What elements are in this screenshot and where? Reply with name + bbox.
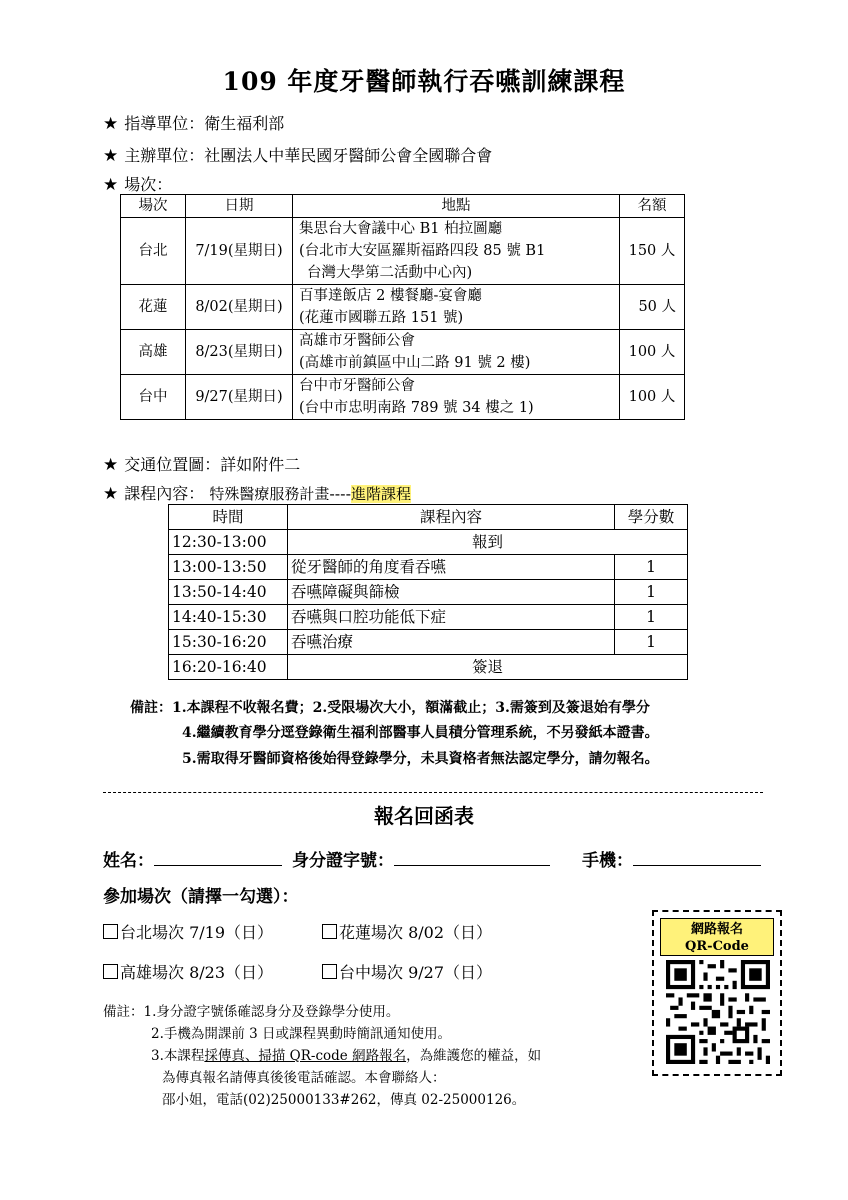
course-credits: 1	[615, 605, 688, 630]
course-time: 15:30-16:20	[169, 630, 288, 655]
venue-location-line: 集思台大會議中心 B1 柏拉圖廳	[299, 221, 503, 237]
table-row	[169, 630, 688, 655]
table-row	[169, 555, 688, 580]
course-time: 12:30-13:00	[169, 530, 288, 555]
qr-label	[660, 918, 774, 956]
checkbox[interactable]	[322, 964, 337, 979]
venue-location-line: 百事達飯店 2 樓餐廳-宴會廳	[299, 288, 482, 304]
name-field	[103, 846, 282, 871]
guide-unit	[103, 111, 284, 134]
course-header-credits: 學分數	[615, 505, 688, 530]
venue-location-line: (高雄市前鎮區中山二路 91 號 2 樓)	[299, 355, 531, 371]
host-unit	[103, 143, 492, 166]
option-label: 高雄場次 8/23（日）	[120, 963, 274, 982]
course-content-label: 課程內容：	[124, 484, 205, 503]
notes-line-2: 4.繼續教育學分逕登錄衛生福利部醫事人員積分管理系統，不另發紙本證書。	[182, 725, 659, 741]
star-icon: ★	[103, 455, 119, 475]
cut-line-divider	[103, 792, 763, 793]
star-icon: ★	[103, 484, 119, 504]
course-time: 14:40-15:30	[169, 605, 288, 630]
venue-city: 台北	[121, 218, 186, 285]
course-credits: 1	[615, 580, 688, 605]
host-unit-text: 主辦單位：社團法人中華民國牙醫師公會全國聯合會	[124, 146, 493, 165]
checkbox[interactable]	[103, 924, 118, 939]
footer-note-3c: ，為維護您的權益，如	[406, 1048, 542, 1064]
table-row	[121, 330, 685, 375]
table-row	[169, 605, 688, 630]
venue-location-line: (花蓮市國聯五路 151 號)	[299, 310, 464, 326]
option-kaohsiung[interactable]	[103, 960, 273, 983]
course-content-highlight: 進階課程	[351, 485, 412, 503]
course-content: 簽退	[288, 655, 688, 680]
checkbox[interactable]	[103, 964, 118, 979]
checkbox[interactable]	[322, 924, 337, 939]
course-header-row	[169, 505, 688, 530]
notes-line-3: 5.需取得牙醫師資格後始得登錄學分，未具資格者無法認定學分，請勿報名。	[182, 751, 659, 767]
venue-location	[293, 375, 620, 420]
choose-session-label: 參加場次（請擇一勾選）：	[103, 887, 299, 907]
venue-city: 高雄	[121, 330, 186, 375]
course-content: 報到	[288, 530, 688, 555]
guide-unit-text: 指導單位：衛生福利部	[124, 114, 285, 133]
form-title: 報名回函表	[374, 804, 474, 828]
phone-label: 手機：	[582, 851, 633, 871]
qr-code-box[interactable]	[652, 910, 782, 1076]
venue-date: 7/19(星期日)	[186, 218, 293, 285]
star-icon: ★	[103, 114, 119, 134]
option-taipei[interactable]	[103, 920, 273, 943]
qr-label-line: QR-Code	[685, 939, 749, 954]
footer-note-3	[151, 1044, 541, 1064]
venue-date: 9/27(星期日)	[186, 375, 293, 420]
table-row	[121, 375, 685, 420]
venue-date: 8/23(星期日)	[186, 330, 293, 375]
course-table	[168, 504, 688, 680]
page-title: 109 年度牙醫師執行吞嚥訓練課程	[222, 67, 626, 96]
venue-city: 台中	[121, 375, 186, 420]
course-content: 從牙醫師的角度看吞嚥	[288, 555, 615, 580]
venue-header-date: 日期	[186, 195, 293, 218]
star-icon: ★	[103, 146, 119, 166]
course-credits: 1	[615, 630, 688, 655]
id-input-line[interactable]	[394, 849, 550, 866]
venue-location-line: 台灣大學第二活動中心內)	[307, 265, 473, 281]
venue-location	[293, 330, 620, 375]
star-icon: ★	[103, 175, 119, 195]
table-row	[169, 580, 688, 605]
phone-field	[582, 846, 761, 871]
option-hualien[interactable]	[322, 920, 492, 943]
sessions-heading	[103, 172, 172, 195]
course-time: 16:20-16:40	[169, 655, 288, 680]
footer-note-2: 2.手機為開課前 3 日或課程異動時簡訊通知使用。	[151, 1026, 452, 1042]
table-row	[121, 285, 685, 330]
venue-location-line: (台北市大安區羅斯福路四段 85 號 B1	[299, 243, 546, 259]
option-label: 花蓮場次 8/02（日）	[339, 923, 493, 942]
traffic-info	[103, 452, 300, 475]
footer-note-1: 備註：1.身分證字號係確認身分及登錄學分使用。	[103, 1004, 400, 1020]
course-time: 13:50-14:40	[169, 580, 288, 605]
venue-table	[120, 194, 685, 420]
venue-quota: 100 人	[620, 330, 685, 375]
sessions-label: 場次：	[124, 175, 173, 194]
table-row	[169, 530, 688, 555]
option-label: 台中場次 9/27（日）	[339, 963, 493, 982]
course-content: 吞嚥障礙與篩檢	[288, 580, 615, 605]
course-content: 吞嚥與口腔功能低下症	[288, 605, 615, 630]
venue-header-row	[121, 195, 685, 218]
course-credits: 1	[615, 555, 688, 580]
course-header-time: 時間	[169, 505, 288, 530]
venue-header-quota: 名額	[620, 195, 685, 218]
venue-city: 花蓮	[121, 285, 186, 330]
course-header-content: 課程內容	[288, 505, 615, 530]
qr-label-line: 網路報名	[690, 922, 743, 937]
venue-date: 8/02(星期日)	[186, 285, 293, 330]
id-field	[292, 846, 550, 871]
venue-quota: 50 人	[620, 285, 685, 330]
traffic-text: 交通位置圖：詳如附件二	[124, 455, 301, 474]
venue-location	[293, 285, 620, 330]
venue-location-line: 台中市牙醫師公會	[299, 378, 415, 394]
qr-code-icon[interactable]	[666, 960, 770, 1064]
footer-note-5: 邵小姐，電話(02)25000133#262，傳真 02-25000126。	[162, 1092, 526, 1108]
name-label: 姓名：	[103, 851, 154, 871]
footer-note-3a: 3.本課程	[151, 1048, 205, 1064]
table-row	[169, 655, 688, 680]
phone-input-line[interactable]	[633, 849, 761, 866]
venue-header-location: 地點	[293, 195, 620, 218]
name-input-line[interactable]	[154, 849, 282, 866]
venue-quota: 100 人	[620, 375, 685, 420]
venue-location-line: (台中市忠明南路 789 號 34 樓之 1)	[299, 400, 534, 416]
option-label: 台北場次 7/19（日）	[120, 923, 274, 942]
id-label: 身分證字號：	[292, 851, 394, 871]
option-taichung[interactable]	[322, 960, 492, 983]
venue-location-line: 高雄市牙醫師公會	[299, 333, 415, 349]
venue-location	[293, 218, 620, 285]
course-content-heading	[103, 481, 411, 504]
venue-quota: 150 人	[620, 218, 685, 285]
table-row	[121, 218, 685, 285]
course-time: 13:00-13:50	[169, 555, 288, 580]
footer-note-4: 為傳真報名請傳真後後電話確認。本會聯絡人：	[162, 1070, 446, 1086]
course-content-text: 特殊醫療服務計畫----	[209, 485, 352, 503]
footer-note-3b: 採傳真、掃描 QR-code 網路報名	[204, 1048, 407, 1064]
venue-header-city: 場次	[121, 195, 186, 218]
notes-line-1: 備註：1.本課程不收報名費；2.受限場次大小，額滿截止；3.需簽到及簽退始有學分	[130, 700, 650, 716]
course-content: 吞嚥治療	[288, 630, 615, 655]
